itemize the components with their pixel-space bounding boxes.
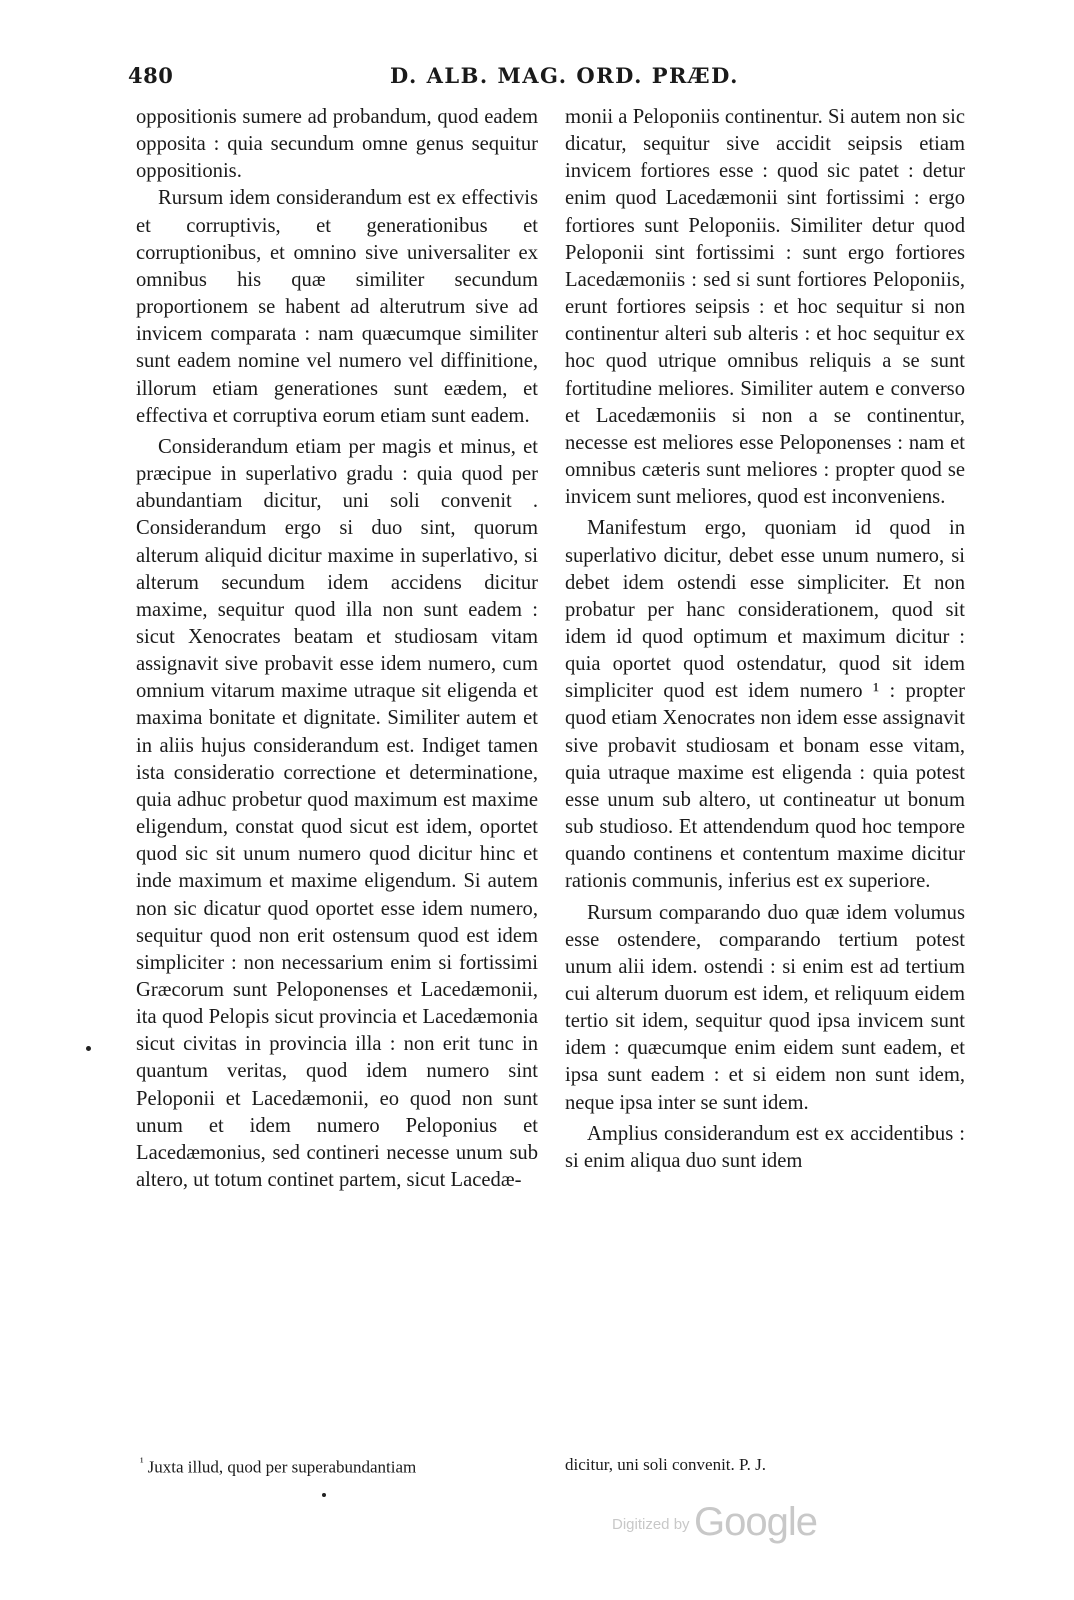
- paragraph: Rursum comparando duo quæ idem volumus esse ostendere, comparando tertium potest unum alii idem. ostendi : si enim est ad tertium cui alterum duorum est idem, et reliquum eidem tertio sit idem, sequitur quod ipsa invicem sunt idem : quæcumque enim eidem sunt eadem, et ipsa sunt eadem : et si eidem non sunt idem, neque ipsa inter se sunt idem.: [565, 901, 965, 1114]
- paragraph: Rursum idem considerandum est ex effectivis et corruptivis, et generationibus et corruptionibus, et omnino sive universaliter ex omnibus his quæ similiter secundum proportionem se habent ad alterutrum sive ad invicem comparata : nam quæcumque similiter sunt eadem nomine vel numero vel diffinitione, illorum etiam generationes sunt eædem, et effectiva et corruptiva eorum etiam sunt eadem.: [136, 187, 538, 427]
- footnote-marker: ¹: [140, 1455, 144, 1469]
- digitized-watermark: [612, 1500, 817, 1545]
- paragraph: monii a Peloponiis continentur. Si autem non sic dicatur, sequitur sive accidit seipsis etiam invicem fortiores esse : quod sic patet : detur enim quod Lacedæmonii sint fortissimi : ergo fortiores sunt Peloponiis. Similiter detur quod Peloponii sint fortissimi : sunt ergo fortiores Lacedæmoniis : sed si sunt fortiores Peloponiis, erunt fortiores seipsis : et hoc sequitur si non continentur alteri sub alteris : et hoc sequitur ex hoc quod utrique omnibus reliquis a se sunt fortitudine meliores. Similiter autem e converso et Lacedæmoniis si non a se continentur, necesse est meliores esse Peloponenses : nam et omnibus cæteris sunt meliores : propter quod se invicem sunt meliores, quod est inconveniens.: [565, 106, 965, 509]
- ink-speck: [86, 1046, 91, 1051]
- footnote-right: dicitur, uni soli convenit. P. J.: [565, 1455, 766, 1474]
- google-logo: Google: [694, 1500, 817, 1544]
- footnote-left: [140, 1455, 540, 1478]
- ink-speck: [322, 1493, 326, 1497]
- right-column: [565, 104, 965, 1175]
- footnote-text-left: Juxta illud, quod per superabundantiam: [147, 1457, 417, 1477]
- page-number: 480: [128, 63, 174, 88]
- running-head: D. ALB. MAG. ORD. PRÆD.: [390, 63, 739, 88]
- paragraph: Manifestum ergo, quoniam id quod in superlativo dicitur, debet esse unum numero, si debet idem ostendi esse simpliciter. Et non probatur per hanc considerationem, quod sit idem id quod optimum et maximum dicitur : quia oportet quod ostendatur, quod sit idem simpliciter quod est idem numero ¹ : propter quod etiam Xenocrates non idem esse assignavit sive probavit studiosam et bonam esse vitam, quia utraque maxime est eligenda : quia potest esse unum sub altero, ut contineatur ut bonum sub studioso. Et attendendum quod hoc tempore quando continens et contentum maxime dicitur rationis communis, inferius est ex superiore.: [565, 517, 965, 893]
- paragraph: Considerandum etiam per magis et minus, et præcipue in superlativo gradu : quia quod per abundantiam dicitur, uni soli convenit . Considerandum ergo si duo sint, quorum alterum aliquid dicitur maxime in superlativo, si alterum secundum idem accidens dicitur maxime, sequitur quod illa non sunt eadem : sicut Xenocrates beatam et studiosam vitam assignavit sive probavit esse idem numero, cum omnium vitarum maxime utraque sit eligenda et maxima bonitate et dignitate. Similiter autem et in aliis hujus considerandum est. Indiget tamen ista consideratio correctione et determinatione, quia adhuc probetur quod maximum est maxime eligendum, constat quod sicut est idem, oportet quod sic sit unum numero quod dicitur hinc et inde maximum et maxime eligendum. Si autem non sic dicatur quod oportet esse idem numero, sequitur quod non erit ostensum quod est idem simpliciter : non necessarium enim si fortissimi Græcorum sunt Peloponenses et Lacedæmonii, ita quod Pelopis sicut provincia et Lacedæmonia sicut civitas in provincia illa : non erit tunc in quantum veritas, quod idem numero sint Peloponii et Lacedæmonii, eo quod non sunt unum et idem numero Peloponius et Lacedæmonius, sed contineri necesse unum sub altero, ut totum continet partem, sicut Lacedæ-: [136, 435, 538, 1192]
- watermark-prefix: Digitized by: [612, 1516, 690, 1533]
- left-column: [136, 104, 538, 1194]
- paragraph: Amplius considerandum est ex accidentibus : si enim aliqua duo sunt idem: [565, 1122, 965, 1172]
- paragraph: oppositionis sumere ad probandum, quod eadem opposita : quia secundum omne genus sequitur oppositionis.: [136, 106, 538, 183]
